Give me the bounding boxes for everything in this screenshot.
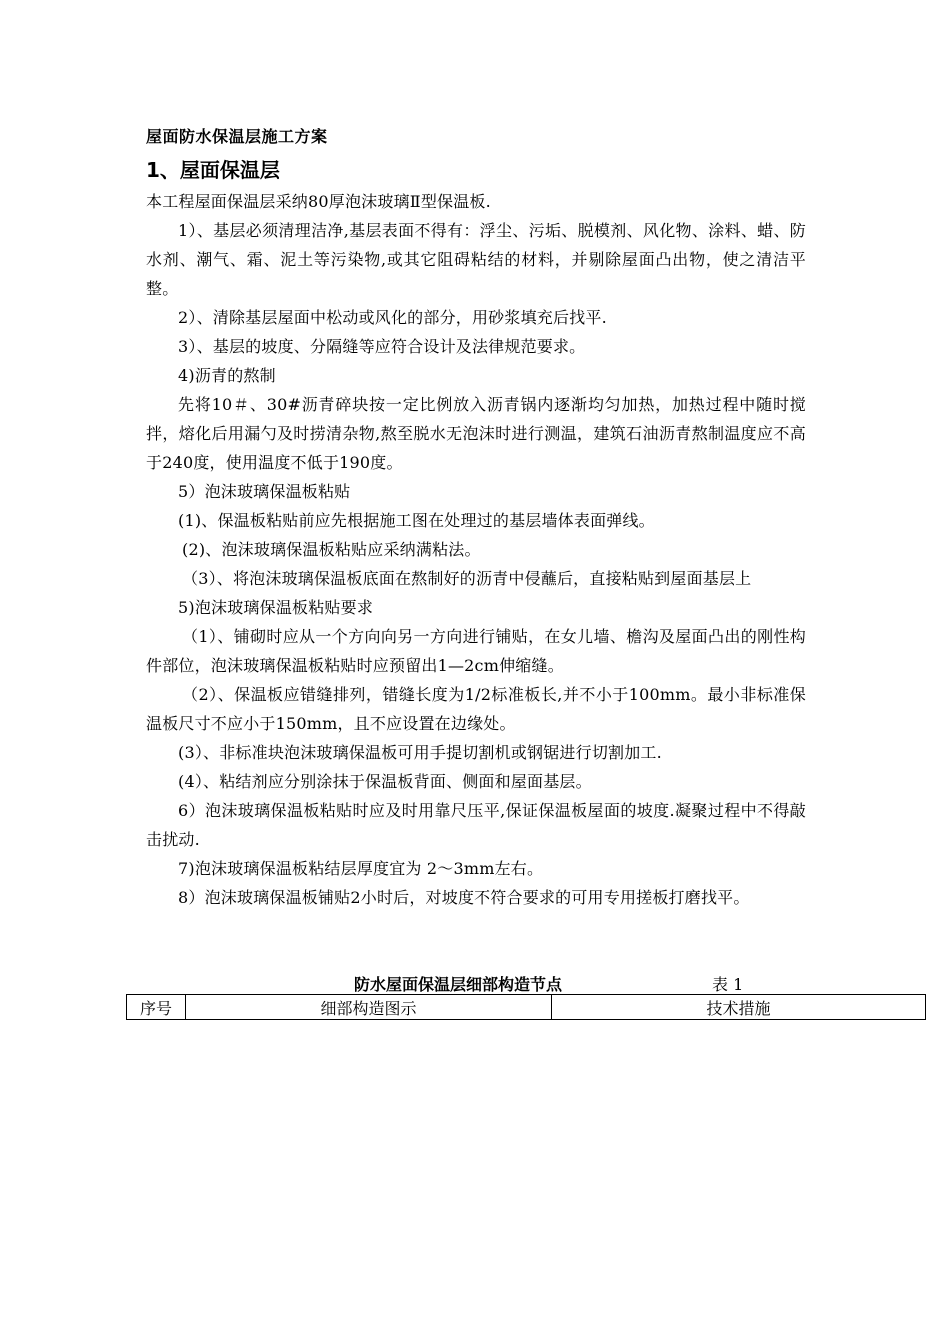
paragraph: 7)泡沫玻璃保温板粘结层厚度宜为 2～3mm左右。	[178, 859, 544, 878]
paragraph: 4)沥青的熬制	[178, 366, 276, 385]
paragraph: 6）泡沫玻璃保温板粘贴时应及时用靠尺压平,保证保温板屋面的坡度.凝聚过程中不得敲击扰动.	[146, 801, 806, 849]
table-header-row	[127, 995, 926, 1020]
paragraph: 5）泡沫玻璃保温板粘贴	[178, 482, 351, 501]
paragraph: (2)、泡沫玻璃保温板粘贴应采纳满粘法。	[182, 540, 481, 559]
column-header-index: 序号	[127, 995, 186, 1020]
document-body	[146, 187, 806, 912]
paragraph: 5)泡沫玻璃保温板粘贴要求	[178, 598, 374, 617]
column-header-diagram: 细部构造图示	[186, 995, 552, 1020]
paragraph: 先将10＃、30#沥青碎块按一定比例放入沥青锅内逐渐均匀加热，加热过程中随时搅拌，熔化后用漏勺及时捞清杂物,熬至脱水无泡沫时进行测温，建筑石油沥青熬制温度应不高于240度，使用温度不低于190度。	[146, 395, 806, 472]
document-title: 屋面防水保温层施工方案	[146, 127, 328, 146]
section-heading: 1、屋面保温层	[146, 158, 280, 182]
paragraph: （2）、保温板应错缝排列，错缝长度为1/2标准板长,并不小于100mm。最小非标准保温板尺寸不应小于150mm，且不应设置在边缘处。	[146, 685, 806, 733]
paragraph: （3）、将泡沫玻璃保温板底面在熬制好的沥青中侵蘸后，直接粘贴到屋面基层上	[182, 569, 752, 588]
table-number: 表 1	[712, 975, 744, 994]
paragraph: 3）、基层的坡度、分隔缝等应符合设计及法律规范要求。	[178, 337, 586, 356]
paragraph: (3）、非标准块泡沫玻璃保温板可用手提切割机或钢锯进行切割加工.	[178, 743, 662, 762]
paragraph: 2）、清除基层屋面中松动或风化的部分，用砂浆填充后找平.	[178, 308, 607, 327]
paragraph: 本工程屋面保温层采纳80厚泡沫玻璃Ⅱ型保温板.	[146, 192, 491, 211]
table-caption: 防水屋面保温层细部构造节点	[354, 975, 563, 994]
detail-table	[126, 994, 926, 1020]
paragraph: 1）、基层必须清理洁净,基层表面不得有：浮尘、污垢、脱模剂、风化物、涂料、蜡、防水剂、潮气、霜、泥土等污染物,或其它阻碍粘结的材料，并剔除屋面凸出物，使之清洁平整。	[146, 221, 806, 298]
paragraph: (1)、保温板粘贴前应先根据施工图在处理过的基层墙体表面弹线。	[178, 511, 655, 530]
paragraph: （1）、铺砌时应从一个方向向另一方向进行铺贴，在女儿墙、檐沟及屋面凸出的刚性构件部位，泡沫玻璃保温板粘贴时应预留出1—2cm伸缩缝。	[146, 627, 806, 675]
column-header-measures: 技术措施	[552, 995, 926, 1020]
paragraph: 8）泡沫玻璃保温板铺贴2小时后，对坡度不符合要求的可用专用搓板打磨找平。	[178, 888, 750, 907]
paragraph: (4）、粘结剂应分别涂抹于保温板背面、侧面和屋面基层。	[178, 772, 592, 791]
